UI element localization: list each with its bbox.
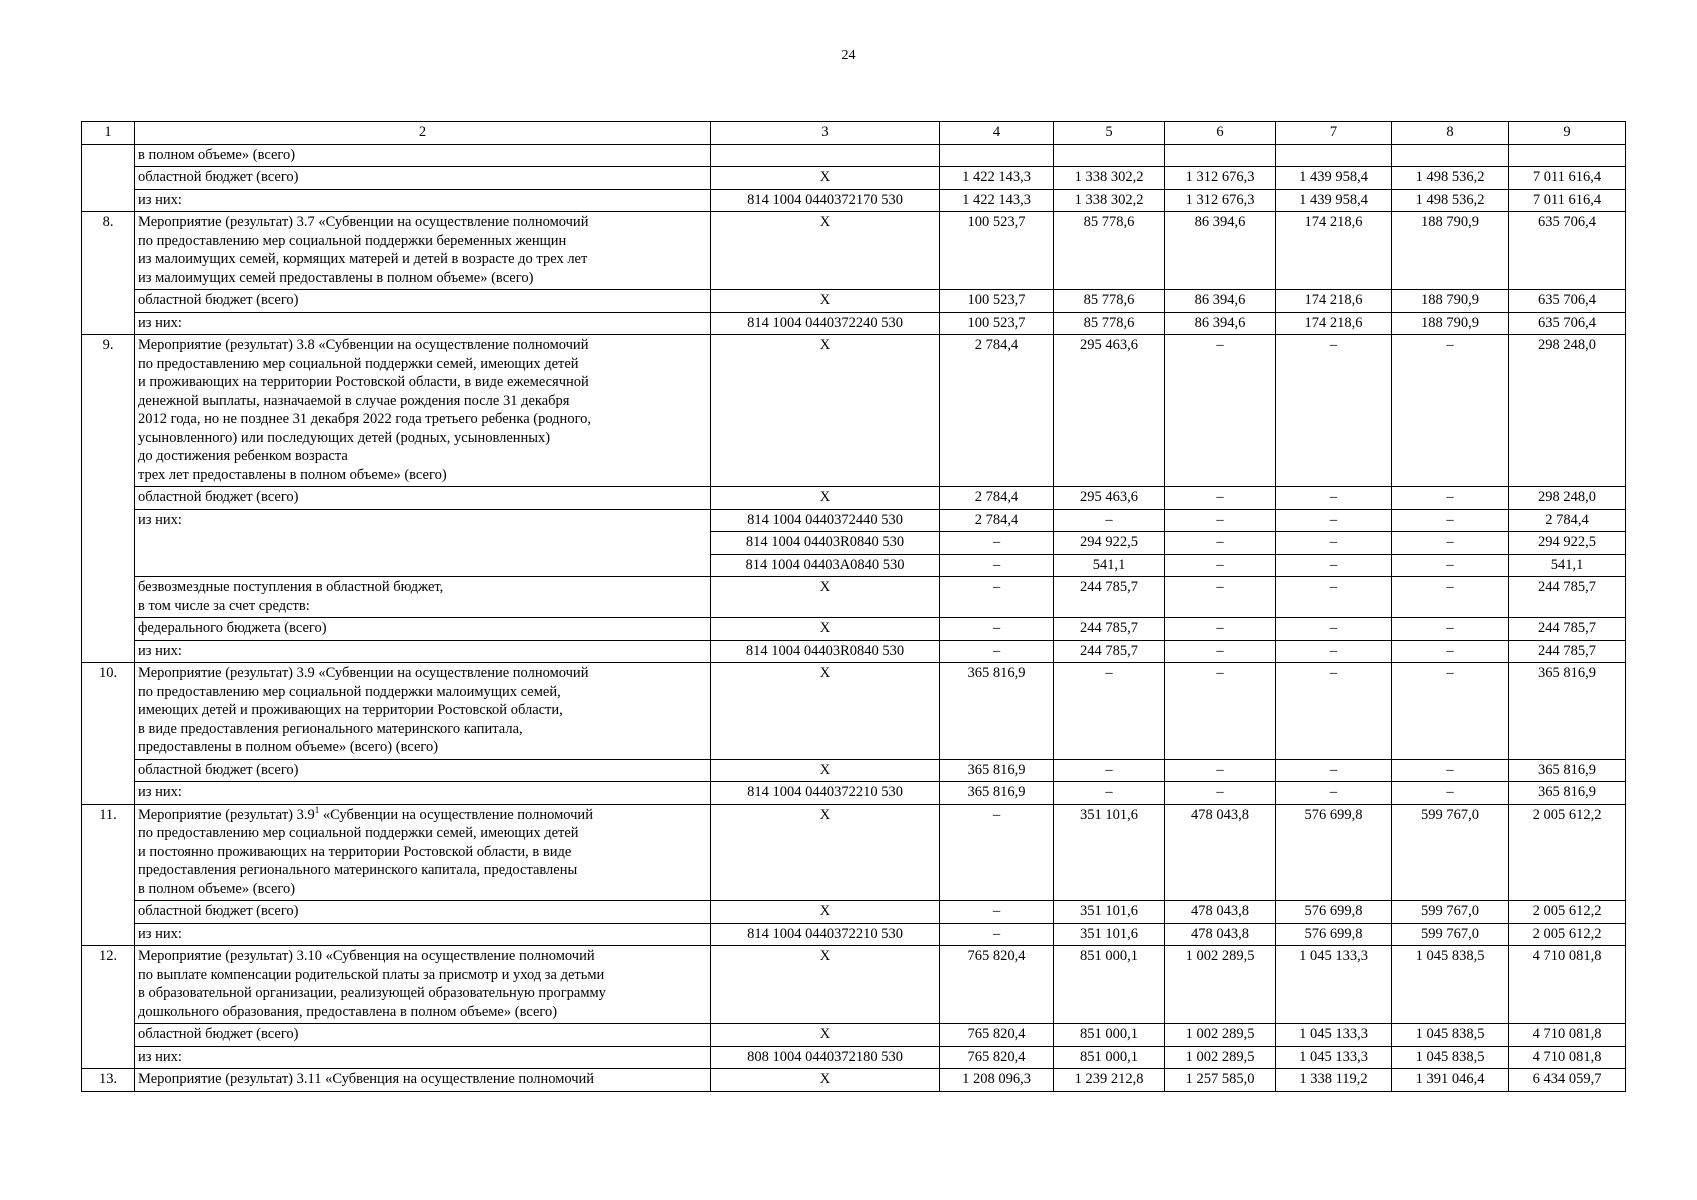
amount-cell: – xyxy=(1054,663,1165,760)
amount-cell: 2 784,4 xyxy=(940,509,1054,532)
amount-cell: – xyxy=(940,901,1054,924)
amount-cell: 174 218,6 xyxy=(1276,212,1392,290)
description-cell: Мероприятие (результат) 3.11 «Субвенция на осуществление полномочий xyxy=(135,1069,711,1092)
table-row xyxy=(82,167,1626,190)
amount-cell: 4 710 081,8 xyxy=(1509,946,1626,1024)
budget-code-cell: 814 1004 0440372170 530 xyxy=(711,189,940,212)
budget-code-cell: X xyxy=(711,663,940,760)
budget-code-cell: 814 1004 04403R0840 530 xyxy=(711,532,940,555)
amount-cell: – xyxy=(1276,335,1392,487)
amount-cell: – xyxy=(1276,782,1392,805)
amount-cell: 351 101,6 xyxy=(1054,923,1165,946)
budget-code-cell: X xyxy=(711,1024,940,1047)
row-index-cell: 8. xyxy=(82,212,135,335)
description-cell: областной бюджет (всего) xyxy=(135,901,711,924)
page-number: 24 xyxy=(841,48,856,63)
amount-cell: – xyxy=(1276,487,1392,510)
row-index-cell: 9. xyxy=(82,335,135,663)
table-row xyxy=(82,618,1626,641)
table-row xyxy=(82,290,1626,313)
amount-cell xyxy=(940,144,1054,167)
header-cell: 4 xyxy=(940,122,1054,145)
amount-cell: 1 045 133,3 xyxy=(1276,1024,1392,1047)
amount-cell: 86 394,6 xyxy=(1165,212,1276,290)
table-row xyxy=(82,759,1626,782)
table-row xyxy=(82,804,1626,901)
amount-cell: – xyxy=(1165,663,1276,760)
amount-cell: – xyxy=(1392,640,1509,663)
table-row xyxy=(82,335,1626,487)
amount-cell: 295 463,6 xyxy=(1054,487,1165,510)
amount-cell: 599 767,0 xyxy=(1392,804,1509,901)
amount-cell: 244 785,7 xyxy=(1054,640,1165,663)
amount-cell: 2 005 612,2 xyxy=(1509,901,1626,924)
budget-code-cell: 814 1004 0440372210 530 xyxy=(711,923,940,946)
amount-cell: – xyxy=(1392,532,1509,555)
amount-cell: – xyxy=(1276,532,1392,555)
amount-cell: – xyxy=(1165,335,1276,487)
amount-cell: 365 816,9 xyxy=(1509,759,1626,782)
table-row xyxy=(82,946,1626,1024)
table-row xyxy=(82,312,1626,335)
description-cell: федерального бюджета (всего) xyxy=(135,618,711,641)
table-row xyxy=(82,663,1626,760)
amount-cell: 244 785,7 xyxy=(1509,640,1626,663)
description-cell: из них: xyxy=(135,189,711,212)
table-row xyxy=(82,487,1626,510)
header-cell: 9 xyxy=(1509,122,1626,145)
table-row xyxy=(82,212,1626,290)
amount-cell: 298 248,0 xyxy=(1509,487,1626,510)
amount-cell: 1 439 958,4 xyxy=(1276,189,1392,212)
amount-cell: 365 816,9 xyxy=(940,663,1054,760)
description-cell: Мероприятие (результат) 3.8 «Субвенции на осуществление полномочий по предоставлению мер социальной поддержки семей, имеющих детей и проживающих на территории Ростовской области, в виде ежемесячной денежной выплаты, назначаемой в случае рождения после 31 декабря 2012 года, но не позднее 31 декабря 2022 года третьего ребенка (родного, усыновленного) или последующих детей (родных, усыновленных) до достижения ребенком возраста трех лет предоставлены в полном объеме» (всего) xyxy=(135,335,711,487)
budget-code-cell: X xyxy=(711,1069,940,1092)
row-index-cell xyxy=(82,144,135,212)
budget-code-cell: X xyxy=(711,577,940,618)
row-index-cell: 11. xyxy=(82,804,135,946)
amount-cell: 1 498 536,2 xyxy=(1392,189,1509,212)
amount-cell: 2 005 612,2 xyxy=(1509,804,1626,901)
amount-cell: 4 710 081,8 xyxy=(1509,1024,1626,1047)
amount-cell: 244 785,7 xyxy=(1509,577,1626,618)
amount-cell: 1 045 838,5 xyxy=(1392,946,1509,1024)
amount-cell: 4 710 081,8 xyxy=(1509,1046,1626,1069)
budget-code-cell: X xyxy=(711,759,940,782)
table-row xyxy=(82,144,1626,167)
amount-cell: 1 045 133,3 xyxy=(1276,946,1392,1024)
header-cell: 6 xyxy=(1165,122,1276,145)
amount-cell: 188 790,9 xyxy=(1392,312,1509,335)
table-row xyxy=(82,1069,1626,1092)
amount-cell: 478 043,8 xyxy=(1165,804,1276,901)
amount-cell: 576 699,8 xyxy=(1276,901,1392,924)
amount-cell: – xyxy=(1392,618,1509,641)
header-cell: 2 xyxy=(135,122,711,145)
description-cell: областной бюджет (всего) xyxy=(135,290,711,313)
amount-cell: 365 816,9 xyxy=(940,759,1054,782)
amount-cell: 851 000,1 xyxy=(1054,1024,1165,1047)
budget-code-cell: 814 1004 0440372240 530 xyxy=(711,312,940,335)
amount-cell: 576 699,8 xyxy=(1276,804,1392,901)
header-cell: 7 xyxy=(1276,122,1392,145)
amount-cell: – xyxy=(1276,618,1392,641)
amount-cell: 100 523,7 xyxy=(940,312,1054,335)
amount-cell: 294 922,5 xyxy=(1509,532,1626,555)
amount-cell: – xyxy=(1165,487,1276,510)
amount-cell: 1 239 212,8 xyxy=(1054,1069,1165,1092)
budget-code-cell: X xyxy=(711,804,940,901)
amount-cell: 1 422 143,3 xyxy=(940,189,1054,212)
amount-cell: 298 248,0 xyxy=(1509,335,1626,487)
table-row xyxy=(82,1024,1626,1047)
amount-cell: – xyxy=(1276,554,1392,577)
amount-cell: 174 218,6 xyxy=(1276,312,1392,335)
description-cell: из них: xyxy=(135,1046,711,1069)
amount-cell: 244 785,7 xyxy=(1054,577,1165,618)
description-cell: в полном объеме» (всего) xyxy=(135,144,711,167)
amount-cell: – xyxy=(1276,759,1392,782)
row-index-cell: 12. xyxy=(82,946,135,1069)
amount-cell: 1 422 143,3 xyxy=(940,167,1054,190)
budget-code-cell: X xyxy=(711,290,940,313)
amount-cell: 1 391 046,4 xyxy=(1392,1069,1509,1092)
table-row xyxy=(82,1046,1626,1069)
amount-cell: 599 767,0 xyxy=(1392,923,1509,946)
description-cell: Мероприятие (результат) 3.7 «Субвенции на осуществление полномочий по предоставлению мер социальной поддержки беременных женщин из малоимущих семей, кормящих матерей и детей в возрасте до трех лет из малоимущих семей предоставлены в полном объеме» (всего) xyxy=(135,212,711,290)
amount-cell xyxy=(1276,144,1392,167)
description-cell: из них: xyxy=(135,640,711,663)
amount-cell: 635 706,4 xyxy=(1509,290,1626,313)
amount-cell: 174 218,6 xyxy=(1276,290,1392,313)
amount-cell: 599 767,0 xyxy=(1392,901,1509,924)
amount-cell: – xyxy=(1392,759,1509,782)
budget-table xyxy=(81,121,1626,1092)
amount-cell: – xyxy=(1165,554,1276,577)
budget-code-cell: X xyxy=(711,335,940,487)
description-cell: из них: xyxy=(135,312,711,335)
amount-cell: – xyxy=(940,804,1054,901)
amount-cell: 188 790,9 xyxy=(1392,290,1509,313)
amount-cell: 7 011 616,4 xyxy=(1509,167,1626,190)
amount-cell: 1 045 838,5 xyxy=(1392,1046,1509,1069)
table-row xyxy=(82,509,1626,532)
amount-cell: 2 784,4 xyxy=(1509,509,1626,532)
amount-cell: 1 257 585,0 xyxy=(1165,1069,1276,1092)
amount-cell: – xyxy=(1276,577,1392,618)
amount-cell: 1 002 289,5 xyxy=(1165,946,1276,1024)
amount-cell: 1 002 289,5 xyxy=(1165,1046,1276,1069)
amount-cell: 1 208 096,3 xyxy=(940,1069,1054,1092)
description-cell: безвозмездные поступления в областной бюджет, в том числе за счет средств: xyxy=(135,577,711,618)
amount-cell: – xyxy=(940,640,1054,663)
table-row xyxy=(82,782,1626,805)
amount-cell: 851 000,1 xyxy=(1054,946,1165,1024)
amount-cell: 2 784,4 xyxy=(940,487,1054,510)
description-cell: Мероприятие (результат) $3.9^1$ «Субвенции на осуществление полномочий по предоставлению мер социальной поддержки семей, имеющих детей и постоянно проживающих на территории Ростовской области, в виде предоставления регионального материнского капитала, предоставлены в полном объеме» (всего) xyxy=(135,804,711,901)
amount-cell: 541,1 xyxy=(1509,554,1626,577)
amount-cell: 365 816,9 xyxy=(1509,663,1626,760)
header-cell: 8 xyxy=(1392,122,1509,145)
amount-cell: 1 002 289,5 xyxy=(1165,1024,1276,1047)
amount-cell: 85 778,6 xyxy=(1054,290,1165,313)
row-index-cell: 10. xyxy=(82,663,135,805)
amount-cell: 1 338 302,2 xyxy=(1054,167,1165,190)
amount-cell: 1 498 536,2 xyxy=(1392,167,1509,190)
amount-cell: 478 043,8 xyxy=(1165,923,1276,946)
budget-code-cell: 814 1004 0440372440 530 xyxy=(711,509,940,532)
amount-cell: 1 439 958,4 xyxy=(1276,167,1392,190)
table-row xyxy=(82,923,1626,946)
table-row xyxy=(82,189,1626,212)
amount-cell: – xyxy=(1165,640,1276,663)
description-cell: из них: xyxy=(135,509,711,577)
amount-cell: 365 816,9 xyxy=(940,782,1054,805)
amount-cell xyxy=(1392,144,1509,167)
amount-cell: 1 312 676,3 xyxy=(1165,189,1276,212)
description-cell: областной бюджет (всего) xyxy=(135,1024,711,1047)
budget-code-cell: X xyxy=(711,618,940,641)
amount-cell: 86 394,6 xyxy=(1165,290,1276,313)
amount-cell: – xyxy=(1392,577,1509,618)
description-cell: областной бюджет (всего) xyxy=(135,487,711,510)
amount-cell: 244 785,7 xyxy=(1509,618,1626,641)
budget-code-cell: 814 1004 04403A0840 530 xyxy=(711,554,940,577)
budget-code-cell: 808 1004 0440372180 530 xyxy=(711,1046,940,1069)
amount-cell: – xyxy=(1054,509,1165,532)
amount-cell: 351 101,6 xyxy=(1054,901,1165,924)
budget-code-cell: X xyxy=(711,487,940,510)
footnote-mark: 1 xyxy=(314,804,320,815)
amount-cell: 765 820,4 xyxy=(940,1046,1054,1069)
amount-cell: 1 045 838,5 xyxy=(1392,1024,1509,1047)
amount-cell xyxy=(1165,144,1276,167)
budget-code-cell: 814 1004 0440372210 530 xyxy=(711,782,940,805)
amount-cell: – xyxy=(1276,640,1392,663)
amount-cell: 478 043,8 xyxy=(1165,901,1276,924)
amount-cell: – xyxy=(940,577,1054,618)
description-cell: областной бюджет (всего) xyxy=(135,167,711,190)
amount-cell: 7 011 616,4 xyxy=(1509,189,1626,212)
amount-cell: – xyxy=(1392,487,1509,510)
amount-cell: 6 434 059,7 xyxy=(1509,1069,1626,1092)
description-cell: Мероприятие (результат) 3.10 «Субвенция на осуществление полномочий по выплате компенсации родительской платы за присмотр и уход за детьми в образовательной организации, реализующей образовательную программу дошкольного образования, предоставлена в полном объеме» (всего) xyxy=(135,946,711,1024)
amount-cell: – xyxy=(1165,577,1276,618)
header-cell: 1 xyxy=(82,122,135,145)
amount-cell: 2 005 612,2 xyxy=(1509,923,1626,946)
amount-cell: – xyxy=(1054,782,1165,805)
amount-cell: 188 790,9 xyxy=(1392,212,1509,290)
table-row xyxy=(82,901,1626,924)
amount-cell: 765 820,4 xyxy=(940,946,1054,1024)
table-row xyxy=(82,640,1626,663)
budget-code-cell: 814 1004 04403R0840 530 xyxy=(711,640,940,663)
amount-cell: 351 101,6 xyxy=(1054,804,1165,901)
amount-cell: 85 778,6 xyxy=(1054,212,1165,290)
amount-cell: – xyxy=(1392,663,1509,760)
budget-code-cell: X xyxy=(711,946,940,1024)
amount-cell: – xyxy=(1392,509,1509,532)
table-header-row xyxy=(82,122,1626,145)
amount-cell: 635 706,4 xyxy=(1509,212,1626,290)
description-cell: из них: xyxy=(135,782,711,805)
amount-cell: 100 523,7 xyxy=(940,290,1054,313)
amount-cell: – xyxy=(1392,782,1509,805)
amount-cell: – xyxy=(1165,618,1276,641)
amount-cell: 244 785,7 xyxy=(1054,618,1165,641)
description-cell: областной бюджет (всего) xyxy=(135,759,711,782)
budget-code-cell: X xyxy=(711,212,940,290)
row-index-cell: 13. xyxy=(82,1069,135,1092)
amount-cell: 294 922,5 xyxy=(1054,532,1165,555)
description-cell: из них: xyxy=(135,923,711,946)
budget-code-cell xyxy=(711,144,940,167)
amount-cell: 2 784,4 xyxy=(940,335,1054,487)
amount-cell xyxy=(1054,144,1165,167)
amount-cell: – xyxy=(1165,532,1276,555)
amount-cell: 295 463,6 xyxy=(1054,335,1165,487)
amount-cell: 1 338 119,2 xyxy=(1276,1069,1392,1092)
amount-cell: 85 778,6 xyxy=(1054,312,1165,335)
budget-code-cell: X xyxy=(711,167,940,190)
amount-cell: 851 000,1 xyxy=(1054,1046,1165,1069)
amount-cell: 365 816,9 xyxy=(1509,782,1626,805)
amount-cell: – xyxy=(1165,509,1276,532)
amount-cell: – xyxy=(940,618,1054,641)
amount-cell: – xyxy=(1392,554,1509,577)
amount-cell: 765 820,4 xyxy=(940,1024,1054,1047)
amount-cell: 100 523,7 xyxy=(940,212,1054,290)
amount-cell: – xyxy=(1392,335,1509,487)
amount-cell: 86 394,6 xyxy=(1165,312,1276,335)
amount-cell: – xyxy=(940,532,1054,555)
amount-cell: 635 706,4 xyxy=(1509,312,1626,335)
amount-cell xyxy=(1509,144,1626,167)
amount-cell: – xyxy=(940,923,1054,946)
amount-cell: 1 338 302,2 xyxy=(1054,189,1165,212)
header-cell: 5 xyxy=(1054,122,1165,145)
description-cell: Мероприятие (результат) 3.9 «Субвенции на осуществление полномочий по предоставлению мер социальной поддержки малоимущих семей, имеющих детей и проживающих на территории Ростовской области, в виде предоставления регионального материнского капитала, предоставлены в полном объеме» (всего) (всего) xyxy=(135,663,711,760)
amount-cell: 576 699,8 xyxy=(1276,923,1392,946)
amount-cell: – xyxy=(1276,509,1392,532)
amount-cell: – xyxy=(1165,782,1276,805)
amount-cell: – xyxy=(1165,759,1276,782)
header-cell: 3 xyxy=(711,122,940,145)
amount-cell: – xyxy=(1276,663,1392,760)
amount-cell: – xyxy=(940,554,1054,577)
amount-cell: 1 045 133,3 xyxy=(1276,1046,1392,1069)
amount-cell: – xyxy=(1054,759,1165,782)
amount-cell: 541,1 xyxy=(1054,554,1165,577)
budget-code-cell: X xyxy=(711,901,940,924)
table-row xyxy=(82,577,1626,618)
amount-cell: 1 312 676,3 xyxy=(1165,167,1276,190)
